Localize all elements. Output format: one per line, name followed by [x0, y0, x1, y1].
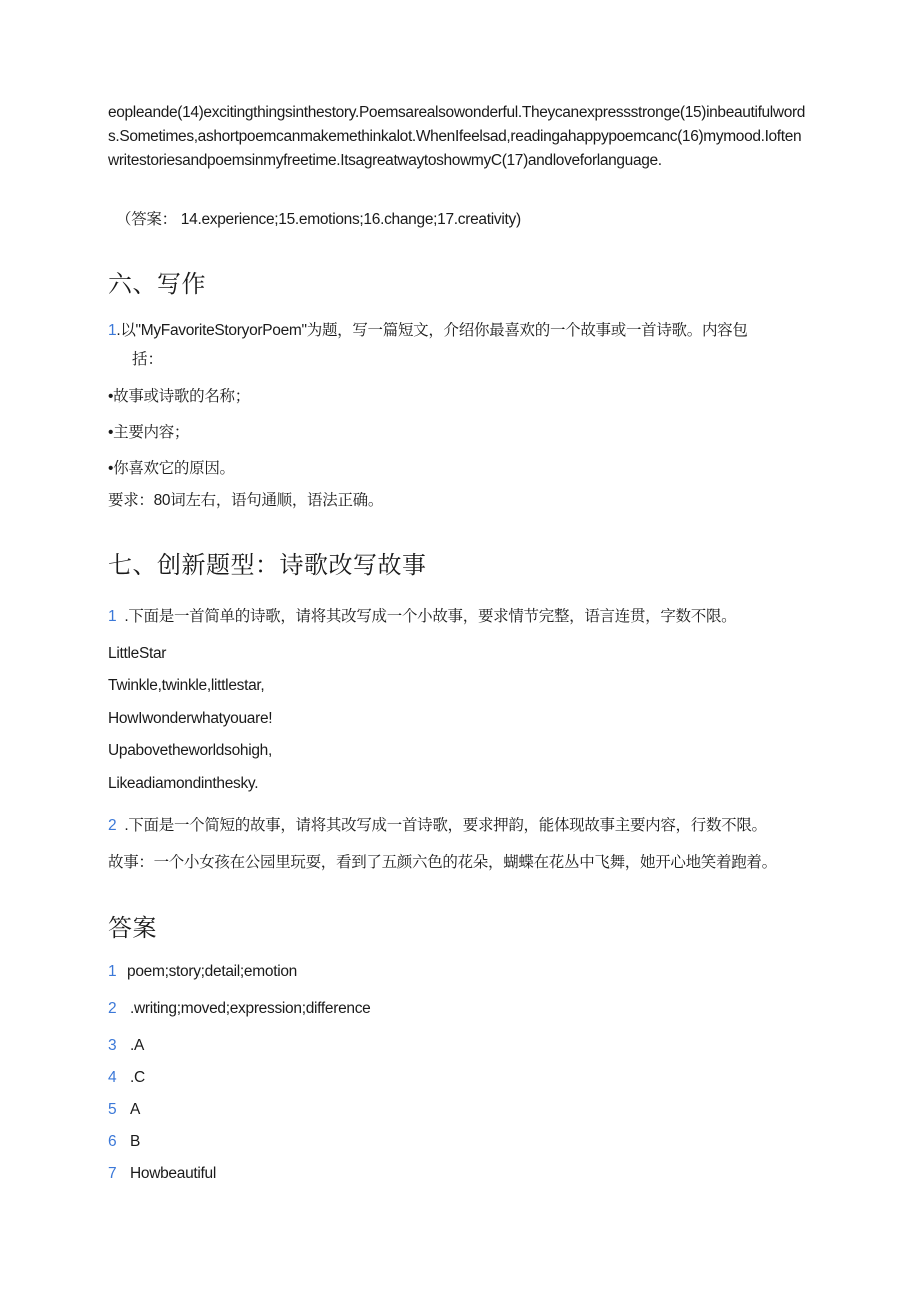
writing-section-heading: 六、写作 — [108, 271, 206, 298]
story-text: 故事：一个小女孩在公园里玩耍，看到了五颜六色的花朵，蝴蝶在花丛中飞舞，她开心地笑着跑着。 — [108, 854, 777, 871]
answer-number: 5 — [108, 1101, 117, 1118]
poem-line: Twinkle,twinkle,littlestar, — [108, 677, 265, 694]
answer-text: .C — [130, 1069, 145, 1086]
answer-text: Howbeautiful — [130, 1165, 217, 1182]
answers-heading: 答案 — [108, 915, 157, 942]
answer-item — [108, 998, 371, 1020]
answer-item — [108, 1035, 144, 1057]
answer-item — [108, 1067, 145, 1089]
question-number: 2 — [108, 817, 117, 834]
answer-item — [108, 1163, 216, 1185]
poem-line: HowIwonderwhatyouare! — [108, 710, 273, 727]
answer-number: 4 — [108, 1069, 117, 1086]
answer-text: A — [130, 1101, 141, 1118]
poem-title: LittleStar — [108, 645, 167, 662]
poem-line: Upabovetheworldsohigh, — [108, 742, 273, 759]
question-text: .下面是一首简单的诗歌，请将其改写成一个小故事，要求情节完整，语言连贯，字数不限。 — [124, 608, 737, 625]
answer-item — [108, 961, 297, 983]
answer-number: 1 — [108, 963, 117, 980]
answer-item — [108, 1099, 140, 1121]
answer-text: B — [130, 1133, 141, 1150]
bullet-item: •主要内容； — [108, 424, 190, 441]
question-number: 1 — [108, 608, 117, 625]
answer-text: .A — [130, 1037, 145, 1054]
creative-question-2 — [108, 815, 767, 837]
writing-question-1 — [108, 320, 748, 342]
writing-question-1-continued: 括： — [132, 351, 164, 368]
answer-number: 3 — [108, 1037, 117, 1054]
poem-line: Likeadiamondinthesky. — [108, 775, 259, 792]
creative-section-heading: 七、创新题型：诗歌改写故事 — [108, 552, 427, 579]
question-number: 1 — [108, 322, 117, 339]
question-text: .下面是一个简短的故事，请将其改写成一首诗歌，要求押韵，能体现故事主要内容，行数不限。 — [124, 817, 767, 834]
answer-number: 6 — [108, 1133, 117, 1150]
answer-number: 7 — [108, 1165, 117, 1182]
question-text: .以"MyFavoriteStoryorPoem"为题，写一篇短文，介绍你最喜欢的一个故事或一首诗歌。内容包 — [116, 322, 748, 339]
answer-item — [108, 1131, 140, 1153]
passage-answer: （答案： 14.experience;15.emotions;16.change;17.creativity) — [116, 211, 521, 228]
answer-number: 2 — [108, 1000, 117, 1017]
passage-paragraph: eopleande(14)excitingthingsinthestory.Poemsarealsowonderful.Theycanexpressstronge(15)inbeautifulwords.Sometimes,ashortpoemcanmakemethinkalot.WhenIfeelsad,readingahappypoemcanc(16)mymood.Ioftenwritestoriesandpoemsinmyfreetime.ItsagreatwaytoshowmyC(17)andloveforlanguage. — [108, 104, 806, 169]
bullet-item: •你喜欢它的原因。 — [108, 460, 235, 477]
bullet-item: •故事或诗歌的名称； — [108, 388, 250, 405]
writing-requirement: 要求：80词左右，语句通顺，语法正确。 — [108, 492, 384, 509]
answer-text: poem;story;detail;emotion — [127, 963, 297, 980]
creative-question-1 — [108, 606, 736, 628]
answer-text: .writing;moved;expression;difference — [130, 1000, 371, 1017]
